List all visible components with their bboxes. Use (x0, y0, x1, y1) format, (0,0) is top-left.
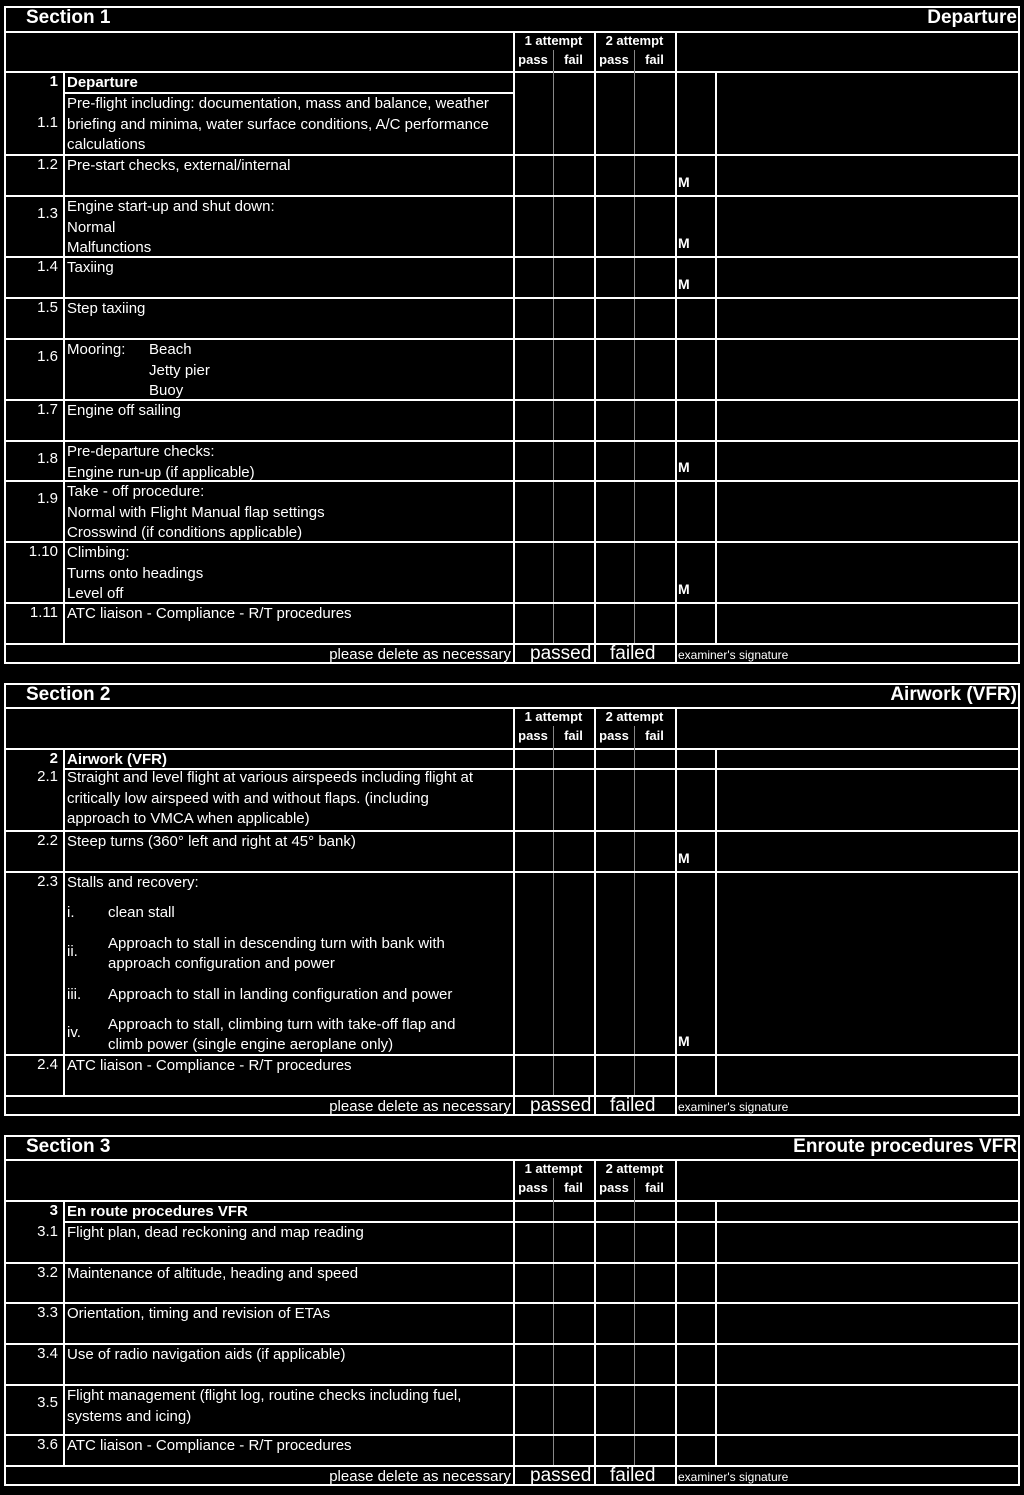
sub-item-text: climb power (single engine aeroplane only) (108, 1036, 394, 1053)
item-number: 1.1 (37, 114, 58, 131)
item-number: 3.5 (37, 1394, 58, 1411)
item-text: Flight plan, dead reckoning and map reading (67, 1224, 364, 1241)
item-text: Mooring: (67, 341, 126, 358)
row-rule (4, 256, 1020, 258)
item-text: Malfunctions (67, 239, 152, 256)
sub-item-text: Approach to stall in landing configuration and power (108, 986, 453, 1003)
attempt-2-header: 2 attempt (605, 1161, 664, 1176)
section-number: 3 (49, 1202, 58, 1219)
row-rule (4, 643, 1020, 645)
section-name: Departure (927, 7, 1017, 28)
sub-item-text: approach configuration and power (108, 955, 335, 972)
item-text: Maintenance of altitude, heading and speed (67, 1265, 359, 1282)
sub-item-text: clean stall (108, 904, 175, 921)
section-heading: Airwork (VFR) (67, 751, 168, 768)
passed-label: passed (530, 1095, 592, 1116)
passed-label: passed (530, 1465, 592, 1486)
examiner-signature-label: examiner's signature (678, 648, 789, 662)
mandatory-mark: M (678, 459, 690, 475)
section-number: 2 (49, 750, 58, 767)
pass-header: pass (518, 1180, 548, 1195)
fail-header: fail (564, 728, 583, 743)
item-number: 1.10 (28, 543, 58, 560)
item-text: Pre-departure checks: (67, 443, 215, 460)
item-text: Stalls and recovery: (67, 874, 199, 891)
item-number: 1.3 (37, 205, 58, 222)
item-text: Step taxiing (67, 300, 146, 317)
pass-header: pass (599, 728, 629, 743)
remarks-column-rule (715, 1200, 717, 1465)
item-number: 3.6 (37, 1436, 58, 1453)
item-text: approach to VMCA when applicable) (67, 810, 310, 827)
remarks-column-rule (715, 748, 717, 1095)
fail-header: fail (564, 52, 583, 67)
item-number: 1.2 (37, 156, 58, 173)
item-text: critically low airspeed with and without flaps. (including (67, 789, 429, 807)
item-number: 1.9 (37, 490, 58, 507)
item-number: 1.4 (37, 258, 58, 275)
sub-item-text: Approach to stall in descending turn with bank with (108, 935, 445, 952)
number-column-rule (63, 748, 65, 1095)
item-number: 3.3 (37, 1304, 58, 1321)
delete-note: please delete as necessary (329, 1098, 511, 1115)
section-title: Section 3 (26, 1136, 111, 1157)
item-number: 1.6 (37, 348, 58, 365)
section-heading: Departure (67, 74, 138, 91)
failed-label: failed (610, 1095, 656, 1116)
item-text: Buoy (149, 382, 184, 399)
pass-2-column-rule (594, 31, 596, 664)
mandatory-mark: M (678, 1033, 690, 1049)
item-text: Take - off procedure: (67, 483, 205, 500)
section-name: Airwork (VFR) (890, 684, 1017, 705)
item-text: Normal with Flight Manual flap settings (67, 503, 325, 521)
examiner-signature-label: examiner's signature (678, 1470, 789, 1484)
fail-header: fail (645, 52, 664, 67)
item-text: Normal (67, 218, 116, 236)
section-heading: En route procedures VFR (67, 1203, 248, 1220)
section-title: Section 2 (26, 684, 111, 705)
item-text: Beach (149, 341, 192, 358)
pass-header: pass (599, 1180, 629, 1195)
title-rule (4, 1159, 1020, 1161)
item-text: Jetty pier (149, 361, 210, 379)
attempt-1-header: 1 attempt (524, 1161, 583, 1176)
row-rule (4, 541, 1020, 543)
sub-item-number: ii. (67, 943, 78, 960)
fail-2-column-rule (634, 726, 635, 1095)
failed-label: failed (610, 643, 656, 664)
item-text: Taxiing (67, 259, 114, 276)
fail-1-column-rule (553, 50, 554, 643)
item-text: Engine run-up (if applicable) (67, 463, 255, 481)
mandatory-mark: M (678, 850, 690, 866)
number-column-rule (63, 1200, 65, 1465)
item-text: Crosswind (if conditions applicable) (67, 524, 303, 541)
item-text: Engine off sailing (67, 402, 181, 419)
item-number: 1.7 (37, 401, 58, 418)
item-number: 2.4 (37, 1056, 58, 1073)
item-number: 1.8 (37, 450, 58, 467)
attempt-2-header: 2 attempt (605, 33, 664, 48)
item-number: 3.4 (37, 1345, 58, 1362)
pass-header: pass (599, 52, 629, 67)
pass-1-column-rule (513, 31, 515, 664)
item-text: Engine start-up and shut down: (67, 198, 275, 215)
pass-2-column-rule (594, 1159, 596, 1486)
title-rule (4, 31, 1020, 33)
attempt-1-header: 1 attempt (524, 709, 583, 724)
sub-item-text: Approach to stall, climbing turn with take-off flap and (108, 1016, 456, 1033)
item-number: 3.1 (37, 1223, 58, 1240)
row-rule (4, 297, 1020, 299)
pass-header: pass (518, 52, 548, 67)
pass-header: pass (518, 728, 548, 743)
fail-header: fail (645, 1180, 664, 1195)
row-rule (4, 1465, 1020, 1467)
item-text: Pre-flight including: documentation, mass and balance, weather (67, 95, 489, 112)
delete-note: please delete as necessary (329, 1468, 511, 1485)
mandatory-mark: M (678, 276, 690, 292)
item-text: Use of radio navigation aids (if applicable) (67, 1346, 346, 1363)
section-title: Section 1 (26, 7, 111, 28)
fail-2-column-rule (634, 50, 635, 643)
item-number: 2.3 (37, 873, 58, 890)
item-text: Climbing: (67, 544, 130, 561)
sub-item-number: iv. (67, 1024, 81, 1041)
delete-note: please delete as necessary (329, 646, 511, 663)
item-text: calculations (67, 136, 146, 153)
item-text: Flight management (flight log, routine checks including fuel, (67, 1387, 462, 1404)
item-text: Straight and level flight at various airspeeds including flight at (67, 769, 474, 786)
fail-1-column-rule (553, 726, 554, 1095)
item-text: Level off (67, 585, 124, 602)
section-number: 1 (49, 73, 58, 90)
item-text: ATC liaison - Compliance - R/T procedures (67, 1057, 352, 1074)
item-text: briefing and minima, water surface conditions, A/C performance (67, 115, 489, 133)
number-column-rule (63, 71, 65, 643)
passed-label: passed (530, 643, 592, 664)
title-rule (4, 707, 1020, 709)
attempt-1-header: 1 attempt (524, 33, 583, 48)
mandatory-mark: M (678, 174, 690, 190)
attempt-2-header: 2 attempt (605, 709, 664, 724)
row-rule (4, 1095, 1020, 1097)
pass-1-column-rule (513, 1159, 515, 1486)
item-number: 2.1 (37, 768, 58, 786)
header-rule (4, 71, 1020, 73)
item-number: 1.11 (29, 604, 58, 621)
mandatory-mark: M (678, 235, 690, 251)
section-name: Enroute procedures VFR (793, 1136, 1017, 1157)
item-text: ATC liaison - Compliance - R/T procedures (67, 1437, 352, 1454)
sub-item-number: iii. (67, 986, 82, 1003)
item-text: Orientation, timing and revision of ETAs (67, 1305, 331, 1322)
failed-label: failed (610, 1465, 656, 1486)
item-number: 2.2 (37, 832, 58, 849)
examiner-signature-label: examiner's signature (678, 1100, 789, 1114)
item-text: systems and icing) (67, 1407, 192, 1425)
mandatory-mark: M (678, 581, 690, 597)
item-text: Pre-start checks, external/internal (67, 157, 291, 174)
item-text: ATC liaison - Compliance - R/T procedures (67, 605, 352, 622)
fail-header: fail (645, 728, 664, 743)
remarks-column-rule (715, 71, 717, 643)
sub-item-number: i. (67, 904, 75, 921)
item-number: 1.5 (37, 299, 58, 316)
mark-column-rule (675, 1159, 677, 1486)
item-text: Turns onto headings (67, 564, 204, 582)
fail-header: fail (564, 1180, 583, 1195)
item-number: 3.2 (37, 1264, 58, 1281)
mark-column-rule (675, 31, 677, 664)
item-text: Steep turns (360° left and right at 45° bank) (67, 833, 356, 850)
